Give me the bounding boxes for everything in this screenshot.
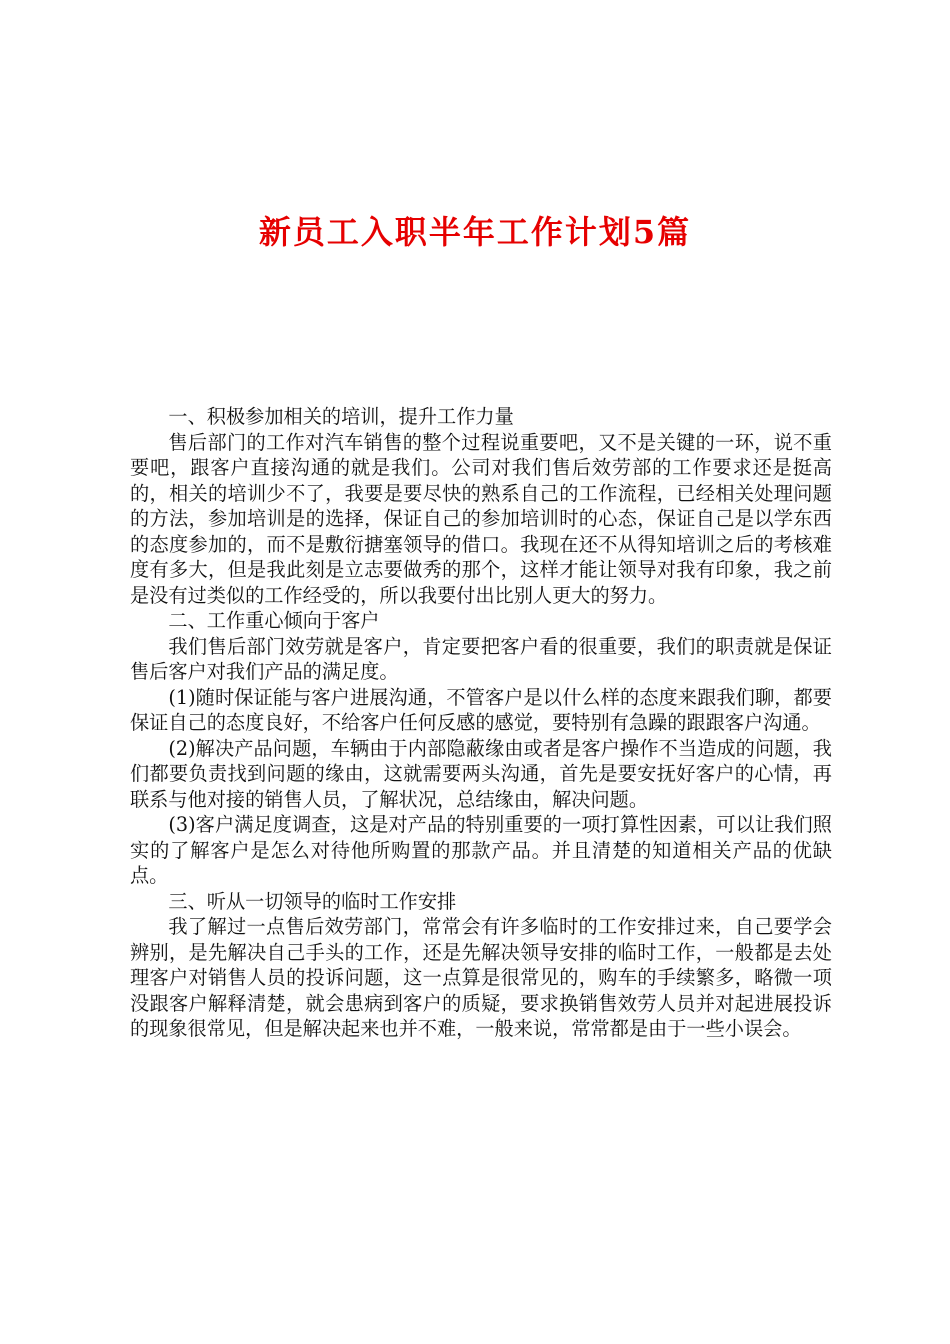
section-heading-2: 二、工作重心倾向于客户 <box>168 609 380 632</box>
paragraph-training: 售后部门的工作对汽车销售的整个过程说重要吧，又不是关键的一环，说不重要吧，跟客户直接沟通的就是我们。公司对我们售后效劳部的工作要求还是挺高的，相关的培训少不了，我要是要尽快的熟系自己的工作流程，已经相关处理问题的方法，参加培训是的选择，保证自己的参加培训时的心态，保证自己是以学东西的态度参加的，而不是敷衍搪塞领导的借口。我现在还不从得知培训之后的考核难度有多大，但是我此刻是立志要做秀的那个，这样才能让领导对我有印象，我之前是没有过类似的工作经受的，所以我要付出比别人更大的努力。 <box>130 430 832 607</box>
list-item-3: (3)客户满足度调查，这是对产品的特别重要的一项打算性因素，可以让我们照实的了解客户是怎么对待他所购置的那款产品。并且清楚的知道相关产品的优缺点。 <box>130 813 832 887</box>
paragraph-temporary-tasks: 我了解过一点售后效劳部门，常常会有许多临时的工作安排过来，自己要学会辨别，是先解决自己手头的工作，还是先解决领导安排的临时工作，一般都是去处理客户对销售人员的投诉问题，这一点算是很常见的，购车的手续繁多，略微一项没跟客户解释清楚，就会患病到客户的质疑，要求换销售效劳人员并对起进展投诉的现象很常见，但是解决起来也并不难，一般来说，常常都是由于一些小误会。 <box>130 915 832 1040</box>
document-title: 新员工入职半年工作计划5篇 <box>258 213 692 251</box>
paragraph-customer-focus: 我们售后部门效劳就是客户，肯定要把客户看的很重要，我们的职责就是保证售后客户对我们产品的满足度。 <box>130 634 832 683</box>
list-item-2: (2)解决产品问题，车辆由于内部隐蔽缘由或者是客户操作不当造成的问题，我们都要负责找到问题的缘由，这就需要两头沟通，首先是要安抚好客户的心情，再联系与他对接的销售人员，了解状况，总结缘由，解决问题。 <box>130 736 832 811</box>
list-item-1: (1)随时保证能与客户进展沟通，不管客户是以什么样的态度来跟我们聊，都要保证自己的态度良好，不给客户任何反感的感觉，要特别有急躁的跟跟客户沟通。 <box>130 685 832 734</box>
document-body <box>130 404 832 1042</box>
section-heading-3: 三、听从一切领导的临时工作安排 <box>168 889 457 913</box>
section-heading-1: 一、积极参加相关的培训，提升工作力量 <box>168 405 514 428</box>
